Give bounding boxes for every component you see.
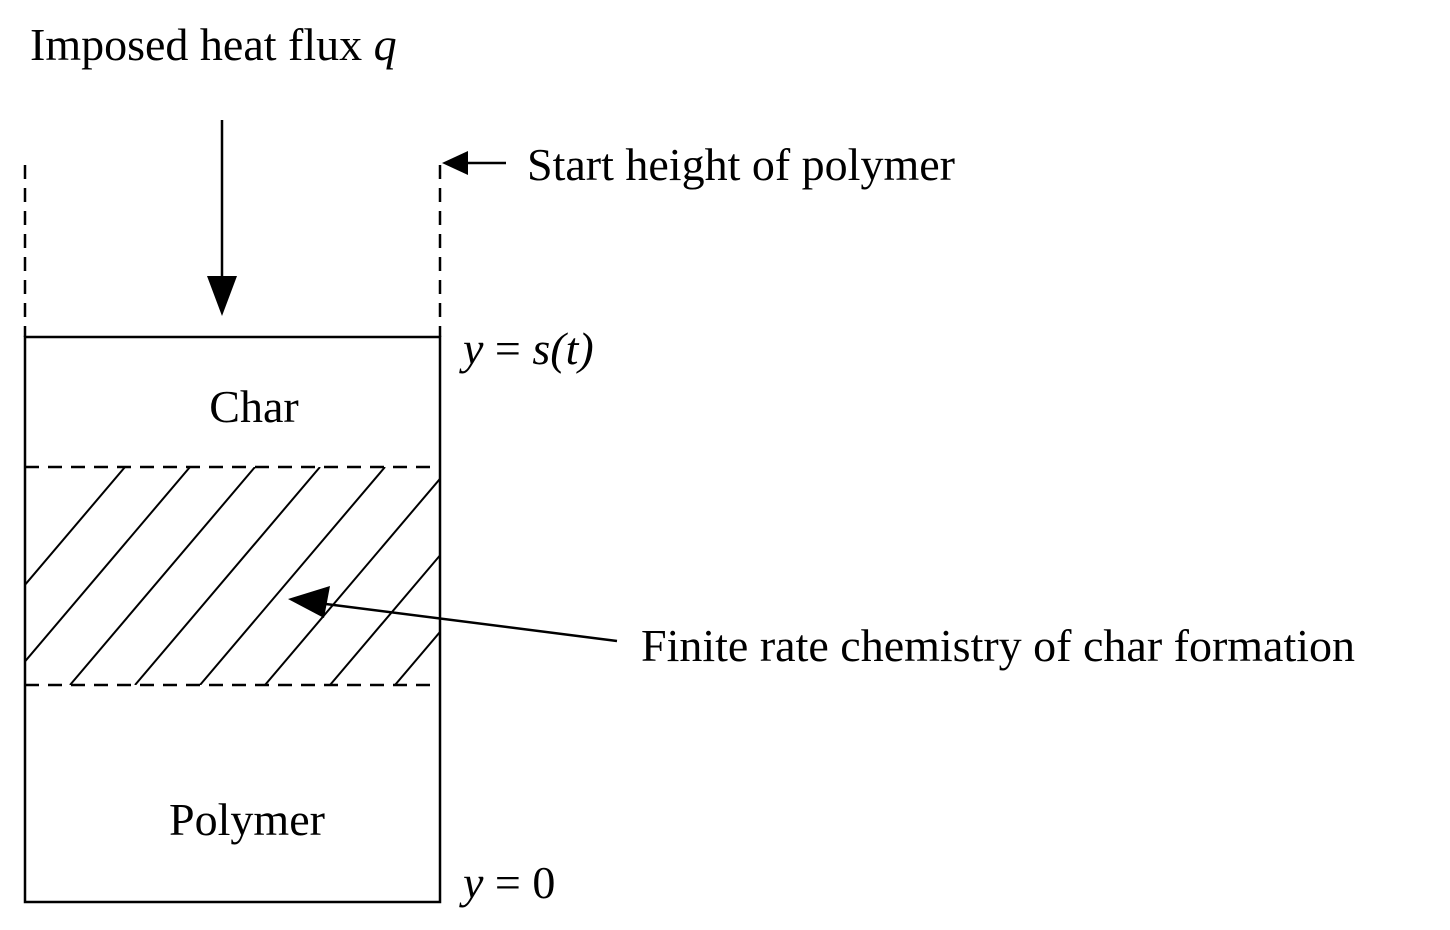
heat-flux-arrow — [207, 120, 237, 316]
bottom-boundary-label: y = 0 — [463, 857, 556, 908]
start-height-label: Start height of polymer — [527, 139, 955, 190]
top-boundary-label: y = s(t) — [463, 323, 594, 374]
reaction-zone-label: Finite rate chemistry of char formation — [641, 620, 1356, 671]
heat-flux-label: Imposed heat flux q — [30, 19, 397, 70]
char-layer-label: Char — [209, 381, 299, 432]
polymer-layer-label: Polymer — [169, 794, 325, 845]
reaction-zone-arrow — [288, 586, 617, 641]
start-height-arrow — [442, 151, 506, 175]
reaction-zone-hatching — [0, 467, 645, 685]
